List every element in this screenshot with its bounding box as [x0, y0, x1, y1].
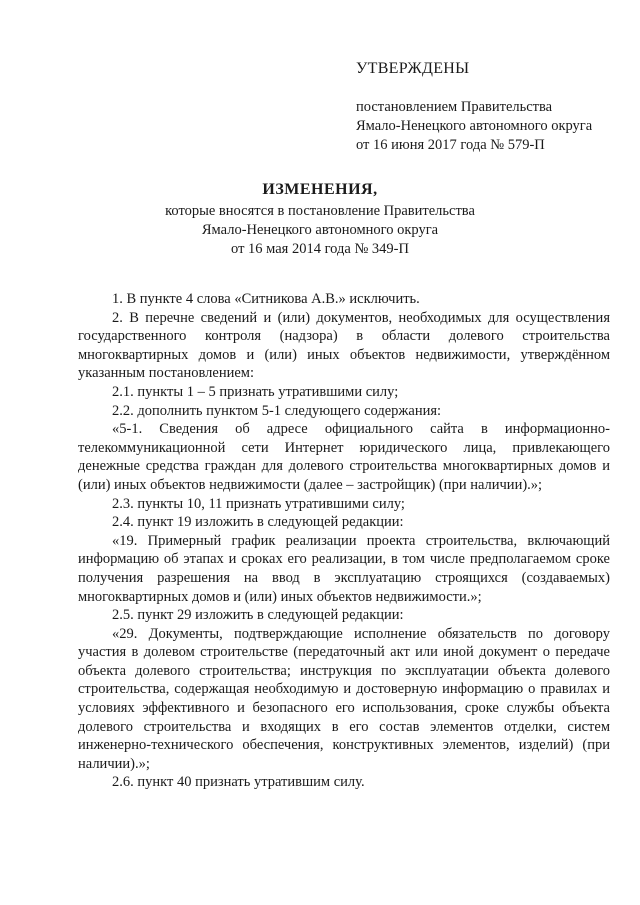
subtitle-line: от 16 мая 2014 года № 349-П	[231, 241, 409, 257]
decree-line: постановлением Правительства	[356, 99, 553, 115]
paragraph-item-2-1: 2.1. пункты 1 – 5 признать утратившими силу;	[112, 383, 399, 400]
paragraph-item-2: 2. В перечне сведений и (или) документов, необходимых для осуществления государственного контроля (надзора) в области долевого строительства многоквартирных домов и (или) иных объектов недвижимости, утверждённом указанным постановлением:	[78, 309, 610, 382]
paragraph-item-1: 1. В пункте 4 слова «Ситникова А.В.» исключить.	[112, 291, 420, 307]
paragraph-quote-29: «29. Документы, подтверждающие исполнение обязательств по договору участия в долевом строительстве (передаточный акт или иной документ о передаче объекта долевого строительства; инструкция по эксплуатации объекта долевого строительства, содержащая необходимую и достоверную информацию о правилах и условиях эффективного и безопасного его использования, сроке службы объекта долевого строительства и входящих в его состав элементов отделки, систем инженерно-технического обеспечения, конструктивных элементов, изделий) (при наличии).»;	[78, 625, 610, 772]
paragraph-item-2-2: 2.2. дополнить пунктом 5-1 следующего содержания:	[112, 402, 442, 419]
decree-line: Ямало-Ненецкого автономного округа	[356, 118, 593, 134]
decree-line: от 16 июня 2017 года № 579-П	[356, 137, 545, 153]
subtitle-line: Ямало-Ненецкого автономного округа	[201, 222, 439, 238]
paragraph-item-2-6: 2.6. пункт 40 признать утратившим силу.	[112, 774, 365, 791]
document-title: ИЗМЕНЕНИЯ,	[262, 181, 378, 198]
paragraph-item-2-5: 2.5. пункт 29 изложить в следующей редакции:	[112, 607, 404, 624]
paragraph-item-2-3: 2.3. пункты 10, 11 признать утратившими силу;	[112, 495, 405, 512]
approval-stamp-heading: УТВЕРЖДЕНЫ	[356, 60, 470, 77]
paragraph-quote-19: «19. Примерный график реализации проекта строительства, включающий информацию об этапах и сроках его реализации, в том числе предполагаемом сроке получения разрешения на ввод в эксплуатацию строящихся (создаваемых) многоквартирных домов и (или) иных объектов недвижимости.»;	[78, 532, 610, 605]
paragraph-quote-5-1: «5-1. Сведения об адресе официального сайта в информационно-телекоммуникационной сети Интернет юридического лица, привлекающего денежные средства граждан для долевого строительства многоквартирных домов и (или) иных объектов недвижимости (далее – застройщик) (при наличии).»;	[78, 421, 610, 493]
paragraph-item-2-4: 2.4. пункт 19 изложить в следующей редакции:	[112, 514, 404, 531]
document-subtitle	[0, 202, 640, 259]
approving-decree-reference	[356, 98, 592, 155]
subtitle-line: которые вносятся в постановление Правительства	[165, 203, 475, 219]
document-body	[78, 290, 610, 792]
